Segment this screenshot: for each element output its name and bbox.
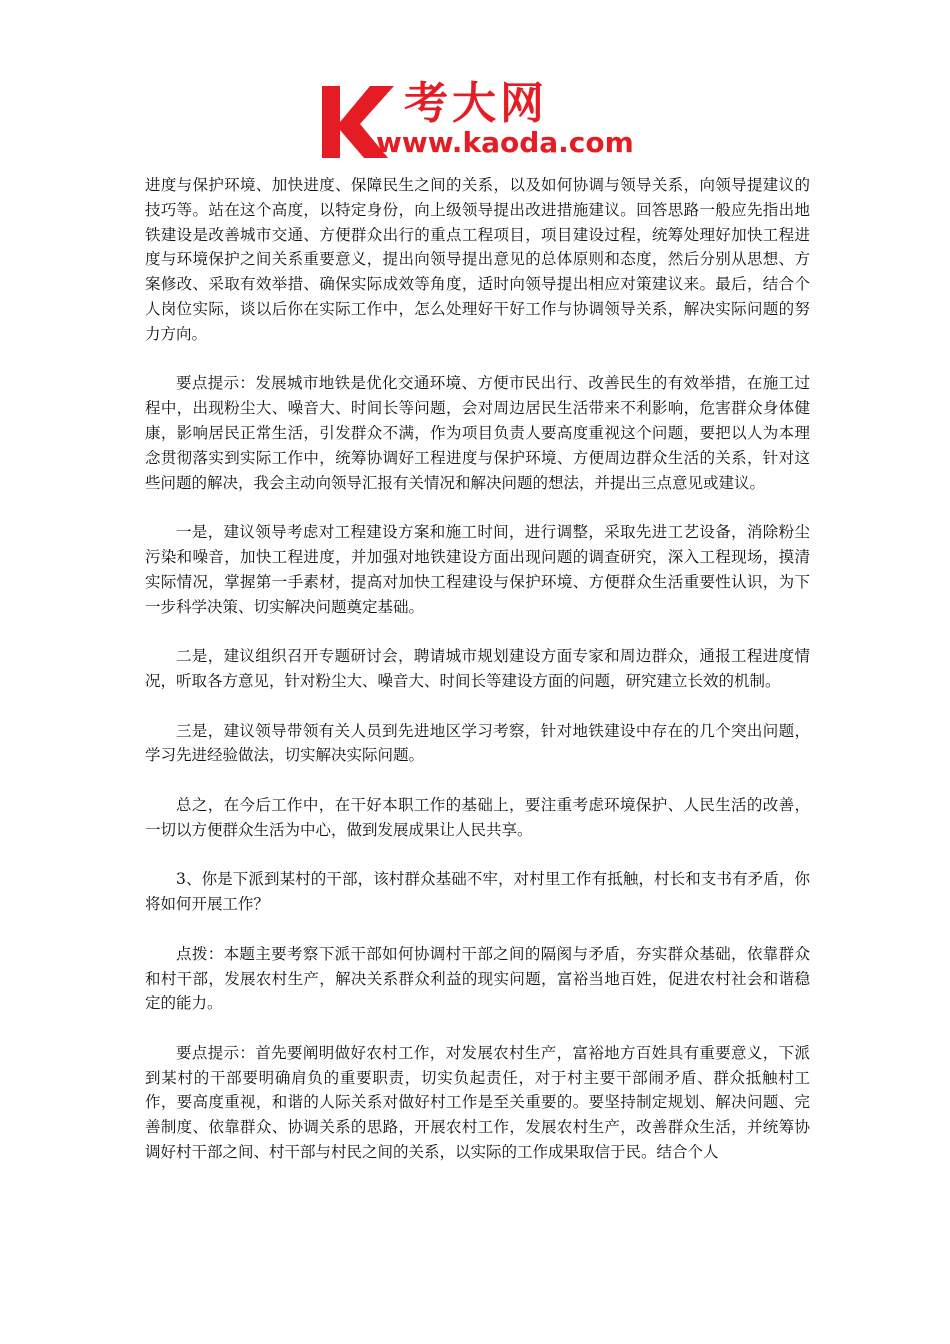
paragraph-question-three: 3、你是下派到某村的干部，该村群众基础不牢，对村里工作有抵触，村长和支书有矛盾，你将如何开展工作？ bbox=[145, 870, 810, 914]
paragraph-suggestion-two: 二是，建议组织召开专题研讨会，聘请城市规划建设方面专家和周边群众，通报工程进度情况，听取各方意见，针对粉尘大、噪音大、时间长等建设方面的问题，研究建立长效的机制。 bbox=[145, 647, 810, 690]
paragraph-suggestion-one: 一是，建议领导考虑对工程建设方案和施工时间，进行调整，采取先进工艺设备，消除粉尘污染和噪音，加快工程进度，并加强对地铁建设方面出现问题的调查研究，深入工程现场，摸清实际情况，掌握第一手素材，提高对加快工程建设与保护环境、方便群众生活重要性认识，为下一步科学决策、切实解决问题奠定基础。 bbox=[145, 523, 810, 616]
logo-title: 考大网 bbox=[404, 78, 548, 129]
kaoda-logo bbox=[318, 78, 640, 164]
paragraph-hint: 点拨：本题主要考察下派干部如何协调村干部之间的隔阂与矛盾，夯实群众基础，依靠群众和村干部，发展农村生产，解决关系群众利益的现实问题，富裕当地百姓，促进农村社会和谐稳定的能力。 bbox=[145, 944, 810, 1013]
paragraph-suggestion-three: 三是，建议领导带领有关人员到先进地区学习考察，针对地铁建设中存在的几个突出问题，学习先进经验做法，切实解决实际问题。 bbox=[145, 721, 810, 765]
paragraph-key-points-two: 要点提示：首先要阐明做好农村工作，对发展农村生产，富裕地方百姓具有重要意义，下派到某村的干部要明确肩负的重要职责，切实负起责任，对于村主要干部闹矛盾、群众抵触村工作，要高度重视，和谐的人际关系对做好村工作是至关重要的。要坚持制定规划、解决问题、完善制度、依靠群众、协调关系的思路，开展农村工作，发展农村生产，改善群众生活，并统筹协调好村干部之间、村干部与村民之间的关系，以实际的工作成果取信于民。结合个人 bbox=[145, 1043, 810, 1162]
article-body bbox=[145, 173, 810, 1190]
paragraph-continuation: 进度与保护环境、加快进度、保障民生之间的关系，以及如何协调与领导关系，向领导提建议的技巧等。站在这个高度，以特定身份，向上级领导提出改进措施建议。回答思路一般应先指出地铁建设是改善城市交通、方便群众出行的重点工程项目，项目建设过程，统筹处理好加快工程进度与环境保护之间关系重要意义，提出向领导提出意见的总体原则和态度，然后分别从思想、方案修改、采取有效举措、确保实际成效等角度，适时向领导提出相应对策建议来。最后，结合个人岗位实际，谈以后你在实际工作中，怎么处理好干好工作与协调领导关系，解决实际问题的努力方向。 bbox=[145, 176, 810, 343]
logo-url: www.kaoda.com bbox=[376, 126, 634, 159]
paragraph-key-points: 要点提示：发展城市地铁是优化交通环境、方便市民出行、改善民生的有效举措，在施工过程中，出现粉尘大、噪音大、时间长等问题，会对周边居民生活带来不利影响，危害群众身体健康，影响居民正常生活，引发群众不满，作为项目负责人要高度重视这个问题，要把以人为本理念贯彻落实到实际工作中，统筹协调好工程进度与保护环境、方便周边群众生活的关系，针对这些问题的解决，我会主动向领导汇报有关情况和解决问题的想法，并提出三点意见或建议。 bbox=[145, 374, 810, 492]
paragraph-summary: 总之，在今后工作中，在干好本职工作的基础上，要注重考虑环境保护、人民生活的改善，一切以方便群众生活为中心，做到发展成果让人民共享。 bbox=[145, 795, 810, 839]
